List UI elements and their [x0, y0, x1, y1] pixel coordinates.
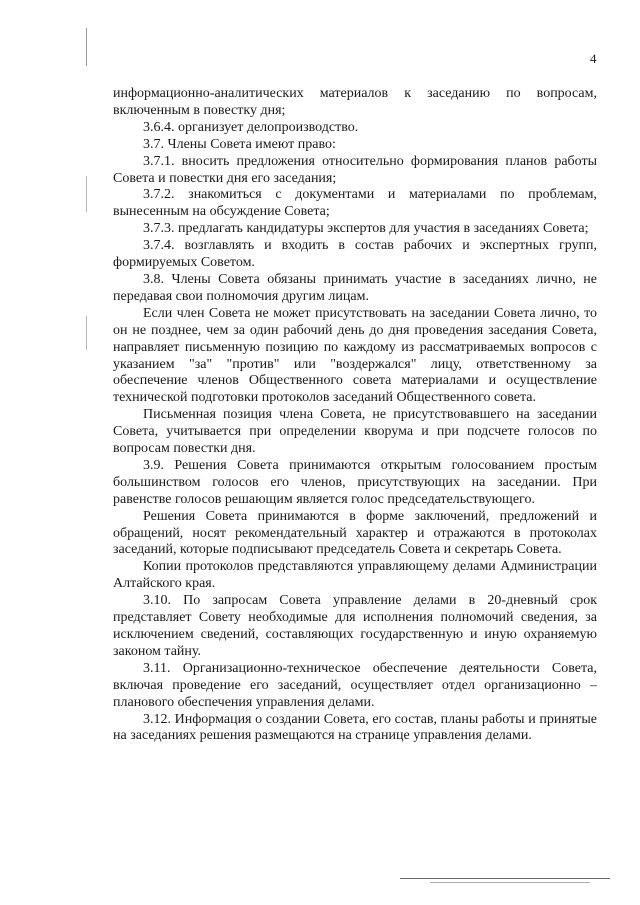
- paragraph-3-7-1: 3.7.1. вносить предложения относительно формирования планов работы Совета и повестки дня его заседания;: [113, 153, 597, 186]
- paragraph-3-7: 3.7. Члены Совета имеют право:: [143, 136, 336, 152]
- footer-rule: [400, 878, 610, 879]
- paragraph-3-7-4: 3.7.4. возглавлять и входить в состав рабочих и экспертных групп, формируемых Советом.: [113, 238, 597, 271]
- page-number: 4: [590, 51, 597, 66]
- paragraph-absence-procedure: Если член Совета не может присутствовать на заседании Совета лично, то он не позднее, чем за один рабочий день до дня проведения заседания Совета, направляет письменную позицию по каждому из рассматриваемых вопросов с указанием "за" "против" или "воздержался" лицу, ответственному за обеспечение членов Общественного совета материалами и осуществление технической подготовки протоколов заседаний Общественного совета.: [113, 305, 597, 406]
- paragraph-protocol-copies: Копии протоколов представляются управляющему делами Администрации Алтайского края.: [113, 559, 597, 592]
- paragraph-decisions-form: Решения Совета принимаются в форме заключений, предложений и обращений, носят рекомендательный характер и отражаются в протоколах заседаний, которые подписывают председатель Совета и секретарь Совета.: [113, 508, 597, 558]
- scan-margin-mark: [86, 28, 87, 66]
- paragraph-3-9: 3.9. Решения Совета принимаются открытым голосованием простым большинством голосов его членов, присутствующих на заседании. При равенстве голосов решающим является голос председательствующего.: [113, 457, 597, 507]
- paragraph-3-10: 3.10. По запросам Совета управление делами в 20-дневный срок представляет Совету необходимые для исполнения полномочий сведения, за исключением сведений, составляющих государственную и иную охраняемую законом тайну.: [113, 593, 597, 659]
- paragraph-continuation: информационно-аналитических материалов к заседанию по вопросам, включенным в повестку дня;: [113, 86, 597, 118]
- paragraph-3-7-3: 3.7.3. предлагать кандидатуры экспертов для участия в заседаниях Совета;: [143, 221, 589, 237]
- paragraph-written-position: Письменная позиция члена Совета, не присутствовавшего на заседании Совета, учитывается при определении кворума и при подсчете голосов по вопросам повестки дня.: [113, 407, 597, 457]
- footer-rule: [430, 882, 590, 883]
- paragraph-3-7-2: 3.7.2. знакомиться с документами и материалами по проблемам, вынесенным на обсуждение Совета;: [113, 187, 597, 220]
- paragraph-3-12: 3.12. Информация о создании Совета, его состав, планы работы и принятые на заседаниях решения размещаются на странице управления делами.: [113, 711, 597, 744]
- paragraph-3-6-4: 3.6.4. организует делопроизводство.: [143, 119, 359, 135]
- scan-margin-mark: [86, 176, 87, 212]
- scan-margin-mark: [86, 316, 87, 350]
- paragraph-3-11: 3.11. Организационно-техническое обеспечение деятельности Совета, включая проведение его заседаний, осуществляет отдел организационно – планового обеспечения управления делами.: [113, 660, 597, 710]
- paragraph-3-8: 3.8. Члены Совета обязаны принимать участие в заседаниях лично, не передавая свои полномочия другим лицам.: [113, 271, 597, 304]
- document-body: [113, 86, 597, 745]
